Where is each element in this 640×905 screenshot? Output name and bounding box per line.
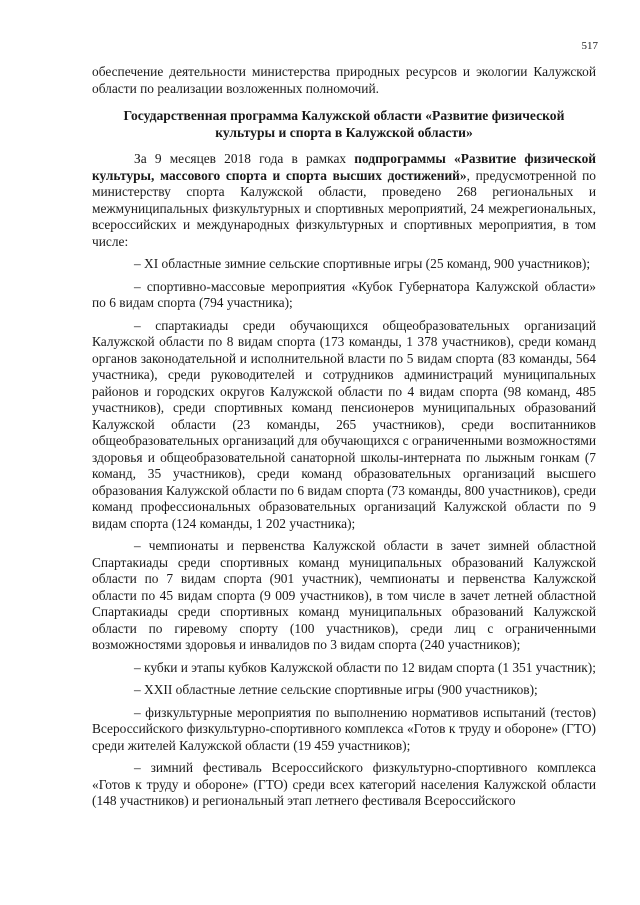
list-item: – чемпионаты и первенства Калужской области в зачет зимней областной Спартакиады среди спортивных команд муниципальных образований Калужской области по 7 видам спорта (901 участник), чемпионаты и первенства Калужской области по 45 видам спорта (9 009 участников), в том числе в зачет летней областной Спартакиады среди спортивных команд муниципальных образований Калужской области по гиревому спорту (100 участников), среди лиц с ограниченными возможностями здоровья и инвалидов по 3 видам спорта (240 участников); <box>92 538 596 652</box>
lead-text-before: За 9 месяцев 2018 года в рамках <box>134 151 355 166</box>
page-number: 517 <box>581 40 598 52</box>
list-item: – физкультурные мероприятия по выполнению нормативов испытаний (тестов) Всероссийского физкультурно-спортивного комплекса «Готов к труду и обороне» (ГТО) среди жителей Калужской области (19 459 участников); <box>92 704 596 753</box>
list-item: – зимний фестиваль Всероссийского физкультурно-спортивного комплекса «Готов к труду и обороне» (ГТО) среди всех категорий населения Калужской области (148 участников) и региональный этап летнего фестиваля Всероссийского <box>92 760 596 808</box>
page-content <box>92 64 596 816</box>
lead-paragraph <box>92 151 596 250</box>
list-item: – спартакиады среди обучающихся общеобразовательных организаций Калужской области по 8 видам спорта (173 команды, 1 378 участников), среди команд органов законодательной и исполнительной власти по 5 видам спорта (83 команды, 564 участника), среди руководителей и сотрудников администраций муниципальных районов и городских округов Калужской области по 4 видам спорта (98 команд, 485 участников), среди спортивных команд пенсионеров муниципальных образований Калужской области (23 команды, 265 участников), среди воспитанников общеобразовательных организаций для обучающихся с ограниченными возможностями здоровья и общеобразовательной санаторной школы-интерната по лыжным гонкам (7 команд, 35 участников), среди команд образовательных организаций высшего образования Калужской области по 6 видам спорта (73 команды, 800 участников), среди команд профессиональных образовательных организаций Калужской области по 9 видам спорта (124 команды, 1 202 участника); <box>92 317 596 531</box>
list-item: – XXII областные летние сельские спортивные игры (900 участников); <box>134 682 538 697</box>
lead-text-after: , предусмотренной по министерству спорта Калужской области, проведено 268 региональных и межмуниципальных физкультурных и спортивных мероприятий, 24 межрегиональных, всероссийских и международных физкультурных и спортивных мероприятия, в том числе: <box>92 167 596 249</box>
intro-paragraph: обеспечение деятельности министерства природных ресурсов и экологии Калужской области по реализации возложенных полномочий. <box>92 64 596 96</box>
list-item: – XI областные зимние сельские спортивные игры (25 команд, 900 участников); <box>134 256 591 271</box>
subprogram-name: подпрограммы «Развитие физической культуры, массового спорта и спорта высших достижений» <box>92 151 596 183</box>
list-item: – кубки и этапы кубков Калужской области по 12 видам спорта (1 351 участник); <box>134 659 596 675</box>
list-item: – спортивно-массовые мероприятия «Кубок Губернатора Калужской области» по 6 видам спорта (794 участника); <box>92 278 596 310</box>
section-title: Государственная программа Калужской области «Развитие физической культуры и спорта в Калужской области» <box>123 108 565 140</box>
